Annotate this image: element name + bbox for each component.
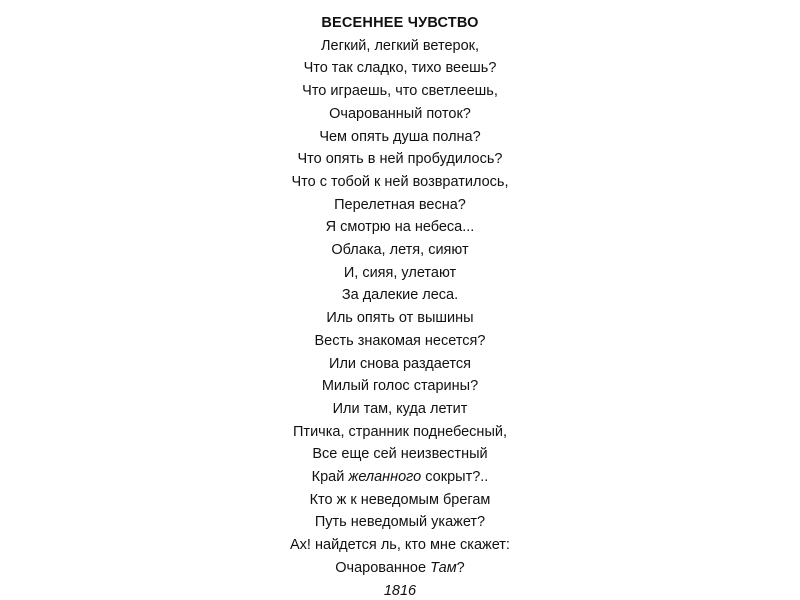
poem-line-krai-italic: желанного	[348, 469, 422, 486]
poem-line: Очарованный поток?	[329, 105, 471, 122]
poem-line: Что с тобой к ней возвратилось,	[291, 173, 509, 190]
poem-year: 1816	[383, 582, 417, 599]
poem-line: И, сияя, улетают	[343, 264, 457, 281]
poem-line: Иль опять от вышины	[326, 310, 474, 327]
poem-line: Чем опять душа полна?	[319, 128, 481, 145]
poem-line-krai-before: Край	[311, 469, 349, 486]
poem-line: Или там, куда летит	[332, 400, 468, 417]
poem-line-last-before: Очарованное	[335, 559, 431, 576]
poem-line: Весть знакомая несется?	[314, 332, 486, 349]
poem-text	[0, 12, 800, 600]
poem-line: Путь неведомый укажет?	[314, 514, 486, 531]
poem-line: Ах! найдется ль, кто мне скажет:	[290, 537, 510, 554]
poem-line-last-italic: Там	[430, 559, 457, 576]
poem-line-krai-after: сокрыт?..	[421, 469, 489, 486]
poem-line: Птичка, странник поднебесный,	[293, 423, 507, 440]
poem-line: Или снова раздается	[329, 355, 471, 372]
poem-line-last	[0, 557, 800, 580]
poem-line: Что играешь, что светлеешь,	[302, 83, 498, 100]
poem-line: Перелетная весна?	[334, 196, 466, 213]
poem-title: ВЕСЕННЕЕ ЧУВСТВО	[321, 15, 479, 31]
poem-line: Кто ж к неведомым брегам	[309, 491, 491, 508]
poem-line-krai	[0, 466, 800, 489]
poem-line: Я смотрю на небеса...	[325, 219, 475, 236]
poem-line: Легкий, легкий ветерок,	[320, 37, 480, 54]
poem-line: Облака, летя, сияют	[331, 242, 469, 259]
poem-line: За далекие леса.	[341, 287, 459, 304]
poem-line: Все еще сей неизвестный	[312, 446, 488, 463]
poem-line: Что опять в ней пробудилось?	[297, 151, 503, 168]
poem-line: Что так сладко, тихо веешь?	[303, 60, 497, 77]
poem-line-last-after: ?	[456, 559, 465, 576]
poem-line: Милый голос старины?	[321, 378, 479, 395]
